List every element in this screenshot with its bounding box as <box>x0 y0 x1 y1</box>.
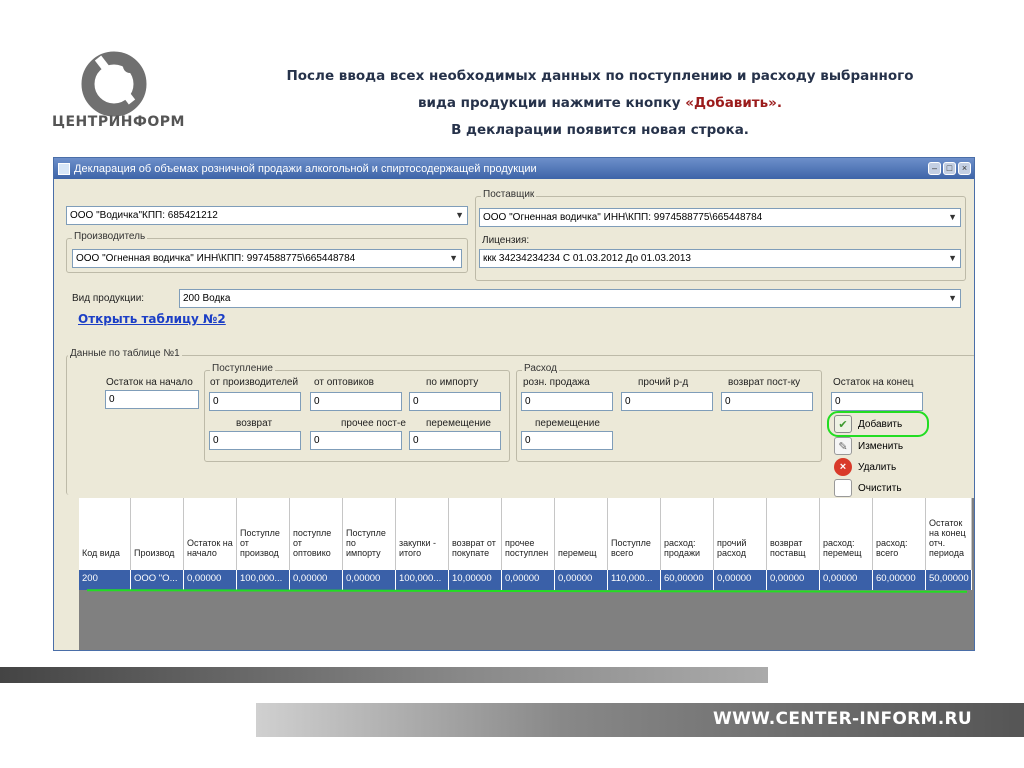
window-controls <box>928 162 974 175</box>
expense-return-label: возврат пост-ку <box>728 377 801 388</box>
grid-cell[interactable]: 0,00000 <box>555 570 608 590</box>
pencil-icon: ✎ <box>834 437 852 455</box>
chevron-down-icon: ▼ <box>948 212 957 222</box>
chevron-down-icon: ▼ <box>948 253 957 263</box>
license-select[interactable] <box>479 249 961 268</box>
grid-header-cell[interactable]: Производ <box>131 498 184 570</box>
clear-button-label: Очистить <box>858 482 902 494</box>
expense-other-input[interactable]: 0 <box>621 392 713 411</box>
grid-cell[interactable]: 0,00000 <box>184 570 237 590</box>
license-select-value: ккк 34234234234 С 01.03.2012 До 01.03.2013 <box>483 253 691 264</box>
grid-cell[interactable]: ООО "О... <box>131 570 184 590</box>
minimize-icon[interactable]: – <box>928 162 941 175</box>
window-icon <box>58 163 70 175</box>
grid-header-cell[interactable]: Поступле всего <box>608 498 661 570</box>
grid-cell[interactable]: 0,00000 <box>820 570 873 590</box>
add-button-label: Добавить <box>858 418 903 430</box>
add-button-highlight <box>824 408 934 440</box>
footer-url: WWW.CENTER-INFORM.RU <box>713 709 972 729</box>
grid-header-cell[interactable]: возврат поставщ <box>767 498 820 570</box>
logo-text: ЦЕНТРИНФОРМ <box>52 114 185 130</box>
income-wholesale-input[interactable]: 0 <box>310 392 402 411</box>
expense-retail-label: розн. продажа <box>523 377 590 388</box>
checkmark-icon: ✔ <box>834 415 852 433</box>
grid-header <box>79 498 972 570</box>
income-return-label: возврат <box>236 418 273 429</box>
chevron-down-icon: ▼ <box>948 293 957 303</box>
chevron-down-icon: ▼ <box>449 253 458 263</box>
grid-header-cell[interactable]: закупки - итого <box>396 498 449 570</box>
clear-button[interactable] <box>834 479 902 497</box>
supplier-select-value: ООО "Огненная водичка" ИНН\КПП: 9974588775\665448784 <box>483 212 763 223</box>
grid-cell[interactable]: 0,00000 <box>502 570 555 590</box>
grid-header-cell[interactable]: Остаток на начало <box>184 498 237 570</box>
table1-label: Данные по таблице №1 <box>70 348 180 359</box>
income-import-label: по импорту <box>426 377 479 388</box>
grid-header-cell[interactable]: перемещ <box>555 498 608 570</box>
ostatok-start-label: Остаток на начало <box>106 377 193 388</box>
window-titlebar[interactable] <box>54 158 974 179</box>
ostatok-start-input[interactable]: 0 <box>105 390 199 409</box>
grid-cell[interactable]: 110,000... <box>608 570 661 590</box>
grid-cell[interactable]: 0,00000 <box>290 570 343 590</box>
income-producers-input[interactable]: 0 <box>209 392 301 411</box>
delete-icon: × <box>834 458 852 476</box>
edit-button-label: Изменить <box>858 440 904 452</box>
ostatok-end-label: Остаток на конец <box>833 377 914 388</box>
window-title: Декларация об объемах розничной продажи алкогольной и спиртосодержащей продукции <box>74 162 537 175</box>
income-move-label: перемещение <box>426 418 491 429</box>
grid-header-cell[interactable]: Остаток на конец отч. периода <box>926 498 972 570</box>
instruction-line-3: В декларации появится новая строка. <box>451 122 749 138</box>
declaration-grid <box>79 498 975 651</box>
delete-button[interactable] <box>834 458 896 476</box>
instruction-accent: «Добавить». <box>685 95 783 111</box>
grid-cell[interactable]: 0,00000 <box>767 570 820 590</box>
chevron-down-icon: ▼ <box>455 210 464 220</box>
expense-move-label: перемещение <box>535 418 600 429</box>
income-producers-label: от производителей <box>210 377 299 388</box>
declaration-window <box>53 157 975 651</box>
grid-cell[interactable]: 60,00000 <box>873 570 926 590</box>
product-select-value: 200 Водка <box>183 293 231 304</box>
instruction-line-2 <box>230 90 970 117</box>
grid-header-cell[interactable]: Поступле от производ <box>237 498 290 570</box>
ostatok-end-input[interactable]: 0 <box>831 392 923 411</box>
producer-label: Производитель <box>74 231 146 242</box>
expense-move-input[interactable]: 0 <box>521 431 613 450</box>
open-table-2-link[interactable]: Открыть таблицу №2 <box>78 312 226 326</box>
expense-label: Расход <box>524 363 557 374</box>
expense-other-label: прочий р-д <box>638 377 689 388</box>
grid-header-cell[interactable]: Поступле по импорту <box>343 498 396 570</box>
income-other-input[interactable]: 0 <box>310 431 402 450</box>
grid-header-cell[interactable]: прочее поступлен <box>502 498 555 570</box>
income-return-input[interactable]: 0 <box>209 431 301 450</box>
income-other-label: прочее пост-е <box>341 418 406 429</box>
grid-header-cell[interactable]: Код вида <box>79 498 131 570</box>
organization-select[interactable] <box>66 206 468 225</box>
income-label: Поступление <box>212 363 273 374</box>
grid-cell[interactable]: 200 <box>79 570 131 590</box>
income-move-input[interactable]: 0 <box>409 431 501 450</box>
table-row[interactable] <box>79 570 972 590</box>
grid-header-cell[interactable]: расход: всего <box>873 498 926 570</box>
grid-header-cell[interactable]: возврат от покупате <box>449 498 502 570</box>
delete-button-label: Удалить <box>858 461 897 473</box>
product-label: Вид продукции: <box>72 293 145 304</box>
supplier-select[interactable] <box>479 208 961 227</box>
grid-cell[interactable]: 0,00000 <box>343 570 396 590</box>
product-select[interactable] <box>179 289 961 308</box>
grid-cell[interactable]: 50,00000 <box>926 570 972 590</box>
supplier-label: Поставщик <box>483 189 535 200</box>
instruction-line-1: После ввода всех необходимых данных по поступлению и расходу выбранного <box>286 68 914 84</box>
maximize-icon[interactable]: □ <box>943 162 956 175</box>
grid-header-cell[interactable]: поступле от оптовико <box>290 498 343 570</box>
organization-select-value: ООО "Водичка"КПП: 685421212 <box>70 210 218 221</box>
instruction-line-2-text: вида продукции нажмите кнопку <box>417 95 686 111</box>
grid-header-cell[interactable]: расход: перемещ <box>820 498 873 570</box>
grid-cell[interactable]: 10,00000 <box>449 570 502 590</box>
grid-header-cell[interactable]: расход: продажи <box>661 498 714 570</box>
grid-header-cell[interactable]: прочий расход <box>714 498 767 570</box>
clear-icon <box>834 479 852 497</box>
grid-cell[interactable]: 60,00000 <box>661 570 714 590</box>
grid-cell[interactable]: 100,000... <box>237 570 290 590</box>
instruction-text <box>230 63 970 144</box>
license-label: Лицензия: <box>482 235 530 246</box>
close-icon[interactable]: × <box>958 162 971 175</box>
income-wholesale-label: от оптовиков <box>314 377 374 388</box>
expense-return-input[interactable]: 0 <box>721 392 813 411</box>
grid-cell[interactable]: 0,00000 <box>714 570 767 590</box>
producer-select-value: ООО "Огненная водичка" ИНН\КПП: 9974588775\665448784 <box>76 253 356 264</box>
income-import-input[interactable]: 0 <box>409 392 501 411</box>
grid-cell[interactable]: 100,000... <box>396 570 449 590</box>
footer-bar-top <box>0 667 768 683</box>
producer-select[interactable] <box>72 249 462 268</box>
expense-retail-input[interactable]: 0 <box>521 392 613 411</box>
